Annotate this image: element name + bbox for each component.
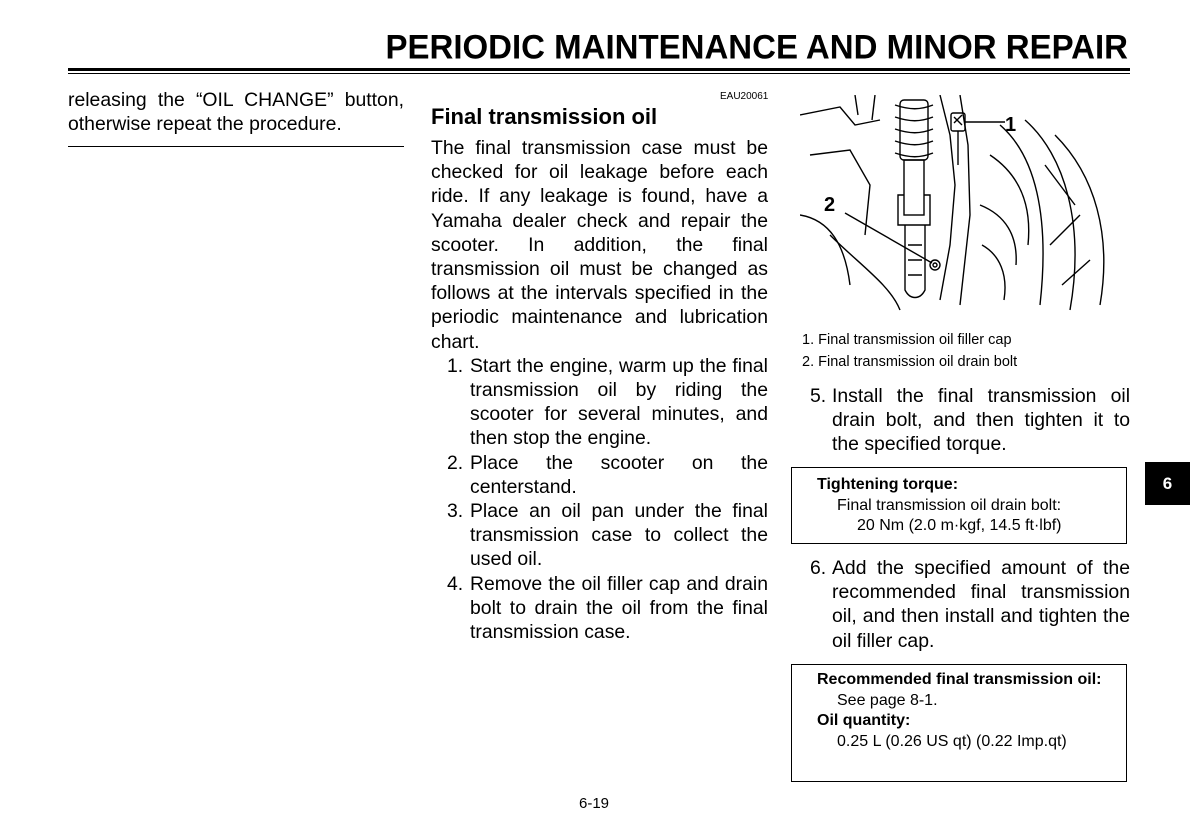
step-item: 1. Start the engine, warm up the final transmission oil by riding the scooter for several minutes, and then stop the engine. [447,354,768,450]
left-column [68,88,404,147]
oil-spec-label: Recommended final transmission oil: [817,671,1102,688]
torque-spec-box [791,467,1127,544]
chapter-tab: 6 [1145,462,1190,505]
oil-spec-box [791,664,1127,782]
step-item: 5. Install the final transmission oil drain bolt, and then tighten it to the specified torque. [810,385,1130,456]
caption-item: 1. Final transmission oil filler cap [802,332,1012,348]
right-column-step6 [810,556,1130,653]
step-item: 6. Add the specified amount of the recommended final transmission oil, and then install and tighten the oil filler cap. [810,557,1130,652]
middle-column [431,104,768,644]
figure-callout-1: 1 [1005,114,1017,136]
oil-spec-value: See page 8-1. [837,691,938,709]
torque-spec-value: 20 Nm (2.0 m·kgf, 14.5 ft·lbf) [857,517,1062,534]
oil-quantity-value: 0.25 L (0.26 US qt) (0.22 Imp.qt) [837,732,1067,750]
section-intro: The final transmission case must be checked for oil leakage before each ride. If any leakage is found, have a Yamaha dealer check and repair the scooter. In addition, the final transmission oil must be changed as follows at the intervals specified in the periodic maintenance and lubrication chart. [431,137,768,353]
page-header-title: PERIODIC MAINTENANCE AND MINOR REPAIR [385,27,1128,66]
header-rule-thin [68,73,1130,74]
torque-spec-label: Tightening torque: [817,476,959,493]
step-item: 3. Place an oil pan under the final transmission case to collect the used oil. [447,500,768,571]
caption-item: 2. Final transmission oil drain bolt [802,354,1018,370]
figure-callout-2: 2 [824,194,836,216]
right-column-step5 [810,384,1130,457]
section-title: Final transmission oil [431,104,658,129]
transmission-illustration [800,95,1130,317]
figure-captions [802,329,1017,373]
step-item: 4. Remove the oil filler cap and drain bolt to drain the oil from the final transmission case. [447,572,768,644]
step-list [431,354,768,644]
column-separator [68,146,404,147]
section-code: EAU20061 [720,91,769,102]
header-rule-thick [68,68,1130,71]
torque-spec-line: Final transmission oil drain bolt: [837,496,1062,514]
step-item: 2. Place the scooter on the centerstand. [447,451,768,498]
continued-text: releasing the “OIL CHANGE” button, otherwise repeat the procedure. [68,89,404,136]
oil-quantity-label: Oil quantity: [817,712,911,729]
page-number: 6-19 [579,795,610,812]
